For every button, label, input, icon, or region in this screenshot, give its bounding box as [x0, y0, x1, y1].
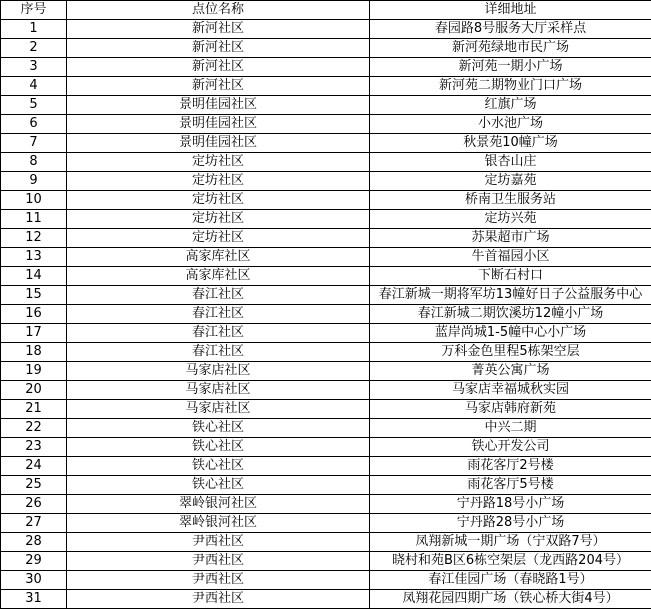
cell-index: 28	[1, 533, 67, 552]
cell-index: 22	[1, 419, 67, 438]
cell-site-name: 铁心社区	[67, 419, 370, 438]
table-row	[1, 457, 651, 476]
table-row	[1, 571, 651, 590]
table-row	[1, 77, 651, 96]
cell-address: 蓝岸尚城1-5幢中心小广场	[370, 324, 651, 343]
cell-address: 中兴二期	[370, 419, 651, 438]
cell-address: 晓村和苑B区6栋空架层（龙西路204号）	[370, 552, 651, 571]
cell-index: 29	[1, 552, 67, 571]
cell-site-name: 景明佳园社区	[67, 115, 370, 134]
table-row	[1, 210, 651, 229]
cell-site-name: 尹西社区	[67, 533, 370, 552]
table-row	[1, 476, 651, 495]
cell-site-name: 春江社区	[67, 286, 370, 305]
cell-address: 银杏山庄	[370, 153, 651, 172]
cell-index: 21	[1, 400, 67, 419]
table-row	[1, 20, 651, 39]
cell-address: 雨花客厅2号楼	[370, 457, 651, 476]
cell-site-name: 高家库社区	[67, 267, 370, 286]
cell-site-name: 翠岭银河社区	[67, 514, 370, 533]
cell-index: 27	[1, 514, 67, 533]
cell-site-name: 定坊社区	[67, 153, 370, 172]
cell-address: 宁丹路28号小广场	[370, 514, 651, 533]
cell-index: 5	[1, 96, 67, 115]
table-row	[1, 552, 651, 571]
cell-site-name: 马家店社区	[67, 400, 370, 419]
cell-index: 26	[1, 495, 67, 514]
table-row	[1, 191, 651, 210]
table-body	[1, 20, 651, 609]
table-row	[1, 362, 651, 381]
table-row	[1, 229, 651, 248]
cell-index: 13	[1, 248, 67, 267]
cell-site-name: 铁心社区	[67, 457, 370, 476]
cell-index: 12	[1, 229, 67, 248]
table-row	[1, 115, 651, 134]
header-address: 详细地址	[370, 1, 651, 20]
table-row	[1, 153, 651, 172]
cell-address: 雨花客厅5号楼	[370, 476, 651, 495]
table-row	[1, 96, 651, 115]
cell-index: 11	[1, 210, 67, 229]
cell-address: 牛首福园小区	[370, 248, 651, 267]
cell-index: 1	[1, 20, 67, 39]
cell-index: 3	[1, 58, 67, 77]
cell-index: 30	[1, 571, 67, 590]
cell-address: 新河苑一期小广场	[370, 58, 651, 77]
cell-address: 春江新城二期饮溪坊12幢小广场	[370, 305, 651, 324]
cell-index: 15	[1, 286, 67, 305]
cell-address: 菁英公寓广场	[370, 362, 651, 381]
table-row	[1, 305, 651, 324]
cell-site-name: 马家店社区	[67, 381, 370, 400]
cell-site-name: 新河社区	[67, 77, 370, 96]
cell-site-name: 高家库社区	[67, 248, 370, 267]
table-row	[1, 495, 651, 514]
cell-address: 马家店韩府新苑	[370, 400, 651, 419]
cell-address: 定坊兴苑	[370, 210, 651, 229]
cell-site-name: 尹西社区	[67, 552, 370, 571]
cell-address: 春江新城一期将军坊13幢好日子公益服务中心	[370, 286, 651, 305]
cell-site-name: 春江社区	[67, 324, 370, 343]
table-row	[1, 514, 651, 533]
cell-address: 万科金色里程5栋架空层	[370, 343, 651, 362]
cell-site-name: 翠岭银河社区	[67, 495, 370, 514]
cell-index: 20	[1, 381, 67, 400]
cell-address: 宁丹路18号小广场	[370, 495, 651, 514]
table-row	[1, 134, 651, 153]
cell-address: 马家店幸福城秋实园	[370, 381, 651, 400]
cell-site-name: 定坊社区	[67, 191, 370, 210]
cell-address: 下断石村口	[370, 267, 651, 286]
cell-index: 14	[1, 267, 67, 286]
header-site-name: 点位名称	[67, 1, 370, 20]
cell-site-name: 定坊社区	[67, 229, 370, 248]
cell-site-name: 新河社区	[67, 58, 370, 77]
cell-site-name: 新河社区	[67, 20, 370, 39]
cell-address: 春江佳园广场（春晓路1号）	[370, 571, 651, 590]
table-row	[1, 172, 651, 191]
cell-address: 秋景苑10幢广场	[370, 134, 651, 153]
table-row	[1, 39, 651, 58]
cell-index: 16	[1, 305, 67, 324]
cell-address: 铁心开发公司	[370, 438, 651, 457]
header-row	[1, 1, 651, 20]
cell-address: 凤翔花园四期广场（铁心桥大街4号）	[370, 590, 651, 609]
cell-address: 春园路8号服务大厅采样点	[370, 20, 651, 39]
cell-address: 新河苑绿地市民广场	[370, 39, 651, 58]
cell-index: 17	[1, 324, 67, 343]
cell-index: 18	[1, 343, 67, 362]
cell-site-name: 景明佳园社区	[67, 134, 370, 153]
table-row	[1, 343, 651, 362]
cell-index: 4	[1, 77, 67, 96]
cell-address: 红旗广场	[370, 96, 651, 115]
table-row	[1, 438, 651, 457]
cell-address: 新河苑二期物业门口广场	[370, 77, 651, 96]
cell-index: 24	[1, 457, 67, 476]
cell-address: 桥南卫生服务站	[370, 191, 651, 210]
cell-index: 2	[1, 39, 67, 58]
cell-index: 25	[1, 476, 67, 495]
cell-site-name: 尹西社区	[67, 571, 370, 590]
cell-address: 小水池广场	[370, 115, 651, 134]
cell-index: 7	[1, 134, 67, 153]
cell-site-name: 新河社区	[67, 39, 370, 58]
cell-site-name: 铁心社区	[67, 438, 370, 457]
table-row	[1, 324, 651, 343]
table-row	[1, 286, 651, 305]
cell-index: 8	[1, 153, 67, 172]
table-row	[1, 533, 651, 552]
cell-index: 31	[1, 590, 67, 609]
cell-site-name: 定坊社区	[67, 210, 370, 229]
table-row	[1, 267, 651, 286]
cell-address: 凤翔新城一期广场（宁双路7号）	[370, 533, 651, 552]
cell-index: 9	[1, 172, 67, 191]
cell-site-name: 春江社区	[67, 343, 370, 362]
cell-index: 10	[1, 191, 67, 210]
table-row	[1, 400, 651, 419]
table-row	[1, 58, 651, 77]
cell-site-name: 景明佳园社区	[67, 96, 370, 115]
cell-index: 23	[1, 438, 67, 457]
cell-address: 定坊嘉苑	[370, 172, 651, 191]
cell-index: 19	[1, 362, 67, 381]
cell-site-name: 马家店社区	[67, 362, 370, 381]
cell-site-name: 春江社区	[67, 305, 370, 324]
cell-site-name: 尹西社区	[67, 590, 370, 609]
table-row	[1, 419, 651, 438]
table-row	[1, 248, 651, 267]
table-row	[1, 381, 651, 400]
cell-site-name: 铁心社区	[67, 476, 370, 495]
cell-address: 苏果超市广场	[370, 229, 651, 248]
table-row	[1, 590, 651, 609]
cell-site-name: 定坊社区	[67, 172, 370, 191]
header-index: 序号	[1, 1, 67, 20]
cell-index: 6	[1, 115, 67, 134]
